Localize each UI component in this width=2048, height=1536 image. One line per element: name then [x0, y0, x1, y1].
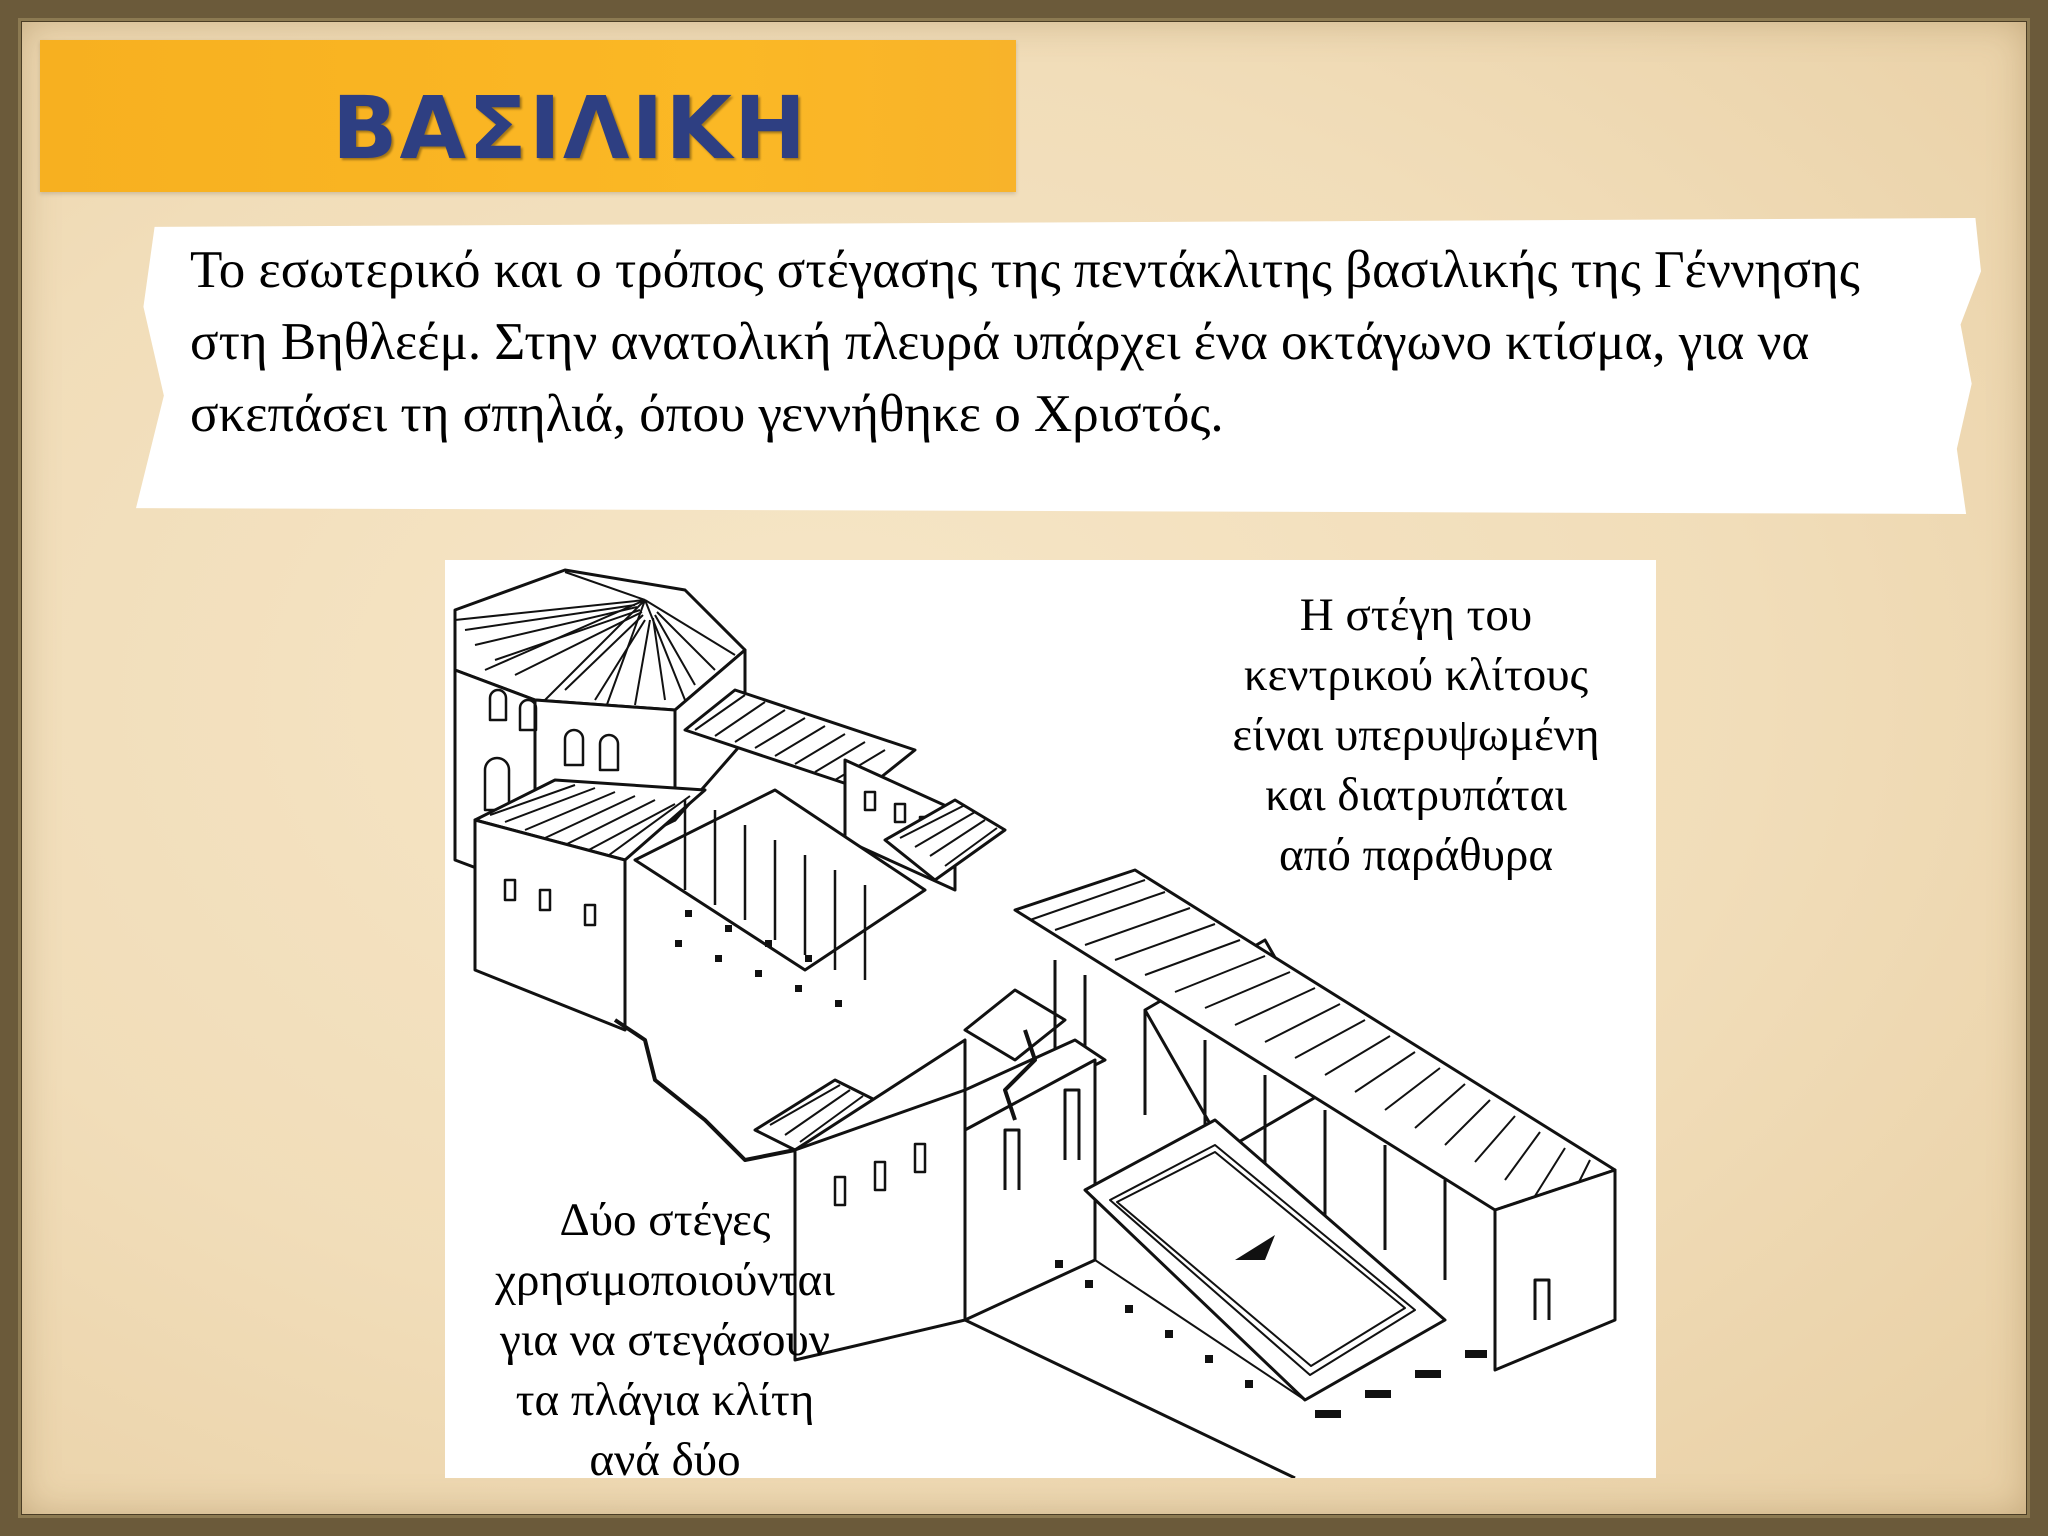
intro-paragraph: Το εσωτερικό και ο τρόπος στέγασης της πεντάκλιτης βασιλικής της Γέννησης στη Βηθλεέμ. Στην ανατολική πλευρά υπάρχει ένα οκτάγωνο κτίσμα, για να σκεπάσει τη σπηλιά, όπου γεννήθηκε ο Χριστός.: [190, 241, 1860, 443]
caption-aisles: [445, 1190, 885, 1490]
caption-aisles-line: τα πλάγια κλίτη: [515, 1374, 815, 1426]
title-bar: [40, 40, 1016, 192]
caption-roof-line: κεντρικού κλίτους: [1243, 649, 1589, 701]
caption-roof: [1181, 585, 1651, 885]
slide-title: ΒΑΣΙΛΙΚΗ: [332, 79, 809, 179]
caption-roof-line: Η στέγη του: [1299, 589, 1533, 641]
side-wing-left: [475, 780, 705, 1030]
caption-aisles-line: ανά δύο: [589, 1434, 741, 1486]
caption-aisles-line: χρησιμοποιούνται: [495, 1254, 835, 1306]
caption-aisles-line: για να στεγάσουν: [499, 1314, 831, 1366]
caption-roof-line: από παράθυρα: [1279, 829, 1553, 881]
caption-aisles-line: Δύο στέγες: [559, 1194, 771, 1246]
atrium: [965, 870, 1615, 1478]
caption-roof-line: και διατρυπάται: [1265, 769, 1567, 821]
caption-roof-line: είναι υπερυψωμένη: [1232, 709, 1600, 761]
basilica-figure: [445, 560, 1656, 1486]
